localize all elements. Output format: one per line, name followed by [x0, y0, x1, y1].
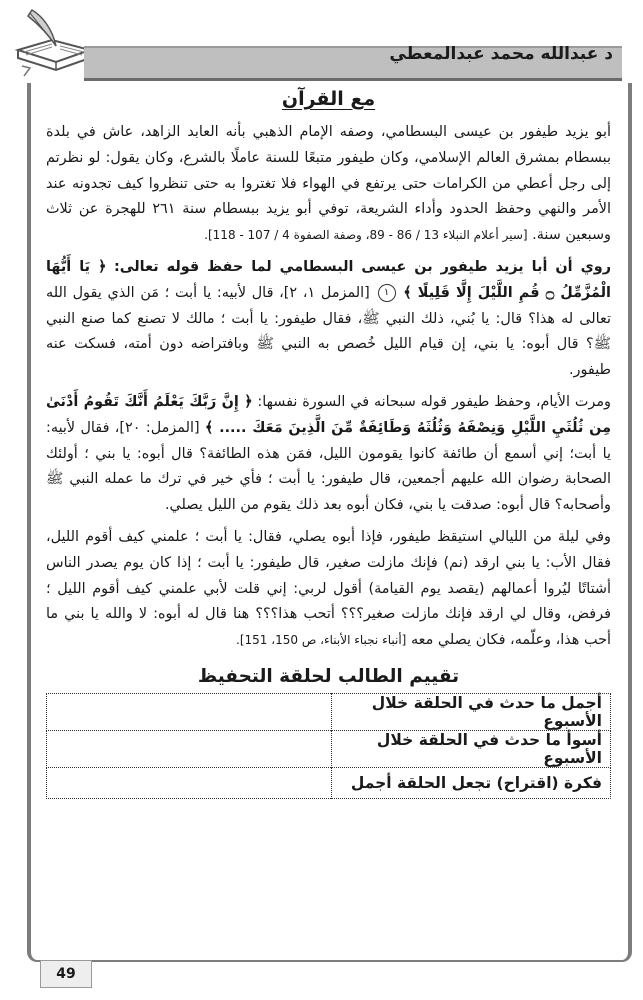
- evaluation-label: أسوأ ما حدث في الحلقة خلال الأسبوع: [332, 730, 611, 767]
- quran-verse: ﴿ إِنَّ رَبَّكَ يَعْلَمُ أَنَّكَ تَقُومُ أَدْنَىٰ مِن ثُلُثَيِ اللَّيْلِ وَنِصْفَهُ وَثُلُثَهُ وَطَائِفَةٌ مِّنَ الَّذِينَ مَعَكَ ..... ﴾: [46, 393, 611, 436]
- paragraph-lead: روي أن أبا يزيد طيفور بن عيسى البسطامي لما حفظ قوله تعالى:: [113, 258, 611, 275]
- paragraph-group: [46, 390, 611, 519]
- section-title: مع القرآن: [281, 88, 376, 110]
- paragraph-lead: ومرت الأيام، وحفظ طيفور قوله سبحانه في السورة نفسها:: [257, 393, 611, 410]
- page-number: 49: [40, 960, 92, 988]
- evaluation-label: أجمل ما حدث في الحلقة خلال الأسبوع: [332, 693, 611, 730]
- paragraph-text: وفي ليلة من الليالي استيقظ طيفور، فإذا أبوه يصلي، فقال: يا أبت ؛ علمني كيف أقوم الليل، فقال الأب: يا بني ارقد (نم) فإنك مازلت صغير، قال طيفور: يا أبت ؛ إذا كان يوم يصدر الناس أشتاتًا ليُروا أعمالهم (يقصد يوم القيامة) أقول لربي: إني قلت لأبي علمني كيف أقوم الليل ؛ فرفض، وقال لي ارقد فإنك مازلت صغير؟؟؟ أتحب هذا؟؟؟ هنا قال له أبوه: لا والله يا بني ما أحب هذا، وعلّمه، فكان يصلي معه: [46, 528, 611, 649]
- evaluation-answer-field[interactable]: [47, 693, 332, 730]
- paragraph-text: أبو يزيد طيفور بن عيسى البسطامي، وصفه الإمام الذهبي بأنه العابد الزاهد، عاش في بلدة ببسطام بمشرق العالم الإسلامي، وكان طيفور متبعًا للسنة عاملًا بالشرع، وكان يقول: لو نظرتم إلى رجل أعطي من الكرامات حتى يرتفع في الهواء فلا تغتروا به حتى تنظروا كيف تجدونه عند الأمر والنهي وحفظ الحدود وأداء الشريعة، توفي أبو يزيد ببسطام سنة ٢٦١ للهجرة عن ثلاث وسبعين سنة.: [46, 124, 611, 244]
- citation: [أنباء نجباء الأبناء، ص 150، 151].: [236, 633, 407, 648]
- table-row: [47, 693, 611, 730]
- table-row: [47, 730, 611, 767]
- main-content: [46, 88, 611, 799]
- paragraph-night: [46, 525, 611, 654]
- verse-number-badge: ١: [378, 284, 396, 302]
- page-header: [0, 0, 643, 82]
- quran-verse: ﴿ يَا أَيُّهَا الْمُزَّمِّلُ ۝ قُمِ اللَّيْلَ إِلَّا قَلِيلًا ﴾: [46, 258, 611, 301]
- paragraph-text: [المزمل: ٢٠]، فقال لأبيه: يا أبت؛ إني أسمع أن طائفة كانوا يقومون الليل، فمَن هذه الطائفة؟ قال أبوه: يا بني ؛ أولئك الصحابة رضوان الله عليهم أجمعين، قال طيفور: يا أبت ؛ فأي خير في ترك ما عمله النبي ﷺ وأصحابه؟ قال أبوه: صدقت يا بني، فكان أبوه بعد ذلك يقوم من الليل يصلي.: [46, 419, 611, 514]
- evaluation-answer-field[interactable]: [47, 730, 332, 767]
- evaluation-title: تقييم الطالب لحلقة التحفيظ: [197, 665, 460, 687]
- paragraph-muzzammil: [46, 255, 611, 384]
- author-name: د عبدالله محمد عبدالمعطي: [389, 44, 613, 64]
- citation: [سير أعلام النبلاء 13 / 86 - 89، وصفة الصفوة 4 / 107 - 118].: [204, 228, 528, 243]
- paragraph-text: [المزمل ١، ٢]، قال لأبيه: يا أبت ؛ مَن الذي يقول الله تعالى له هذا؟ قال: يا بُني، ذلك النبي ﷺ، فقال طيفور: يا أبت ؛ مالك لا تصنع كما صنع النبي ﷺ؟ قال أبوه: يا بني، إن قيام الليل خُصص به النبي ﷺ وبافتراضه دون أمته، فسكت عنه طيفور.: [46, 284, 611, 379]
- evaluation-label: فكرة (اقتراح) تجعل الحلقة أجمل: [332, 767, 611, 798]
- table-row: [47, 767, 611, 798]
- paragraph-intro: [46, 120, 611, 249]
- evaluation-table: [46, 693, 611, 799]
- evaluation-answer-field[interactable]: [47, 767, 332, 798]
